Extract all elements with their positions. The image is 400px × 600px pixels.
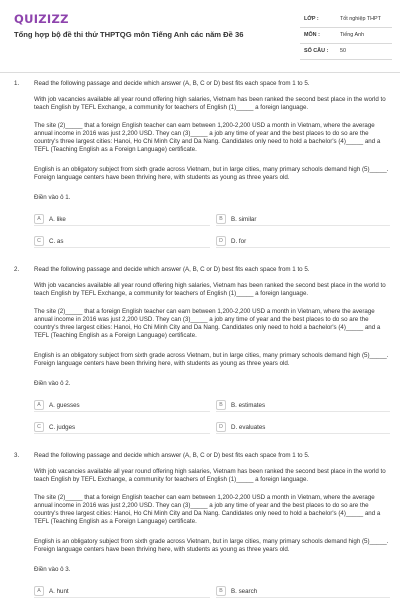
option-text: C. judges [49,423,76,431]
meta-row-class [300,12,392,28]
option-letter: D [216,236,226,246]
page-header [0,0,400,66]
meta-row-count [300,44,392,60]
option-b[interactable] [216,400,390,412]
quizizz-logo: QUIZIZZ [14,12,69,26]
meta-value: 50 [340,48,346,54]
passage-paragraph: With job vacancies available all year round offering high salaries, Vietnam has been ranked the second best place in the world to teach English by TEFL Exchange, a community for teachers of English (1)_____ a foreign language. [34,96,386,111]
meta-label: MÔN : [304,32,320,38]
meta-label: SỐ CÂU : [304,48,329,54]
option-text: B. estimates [231,401,266,409]
passage-paragraph: The site (2)_____ that a foreign English teacher can earn between 1,200-2,200 USD a month in Vietnam, where the average annual income in 2016 was just 2,200 USD. They can (3)_____ a job any time of year and the best places to do so are the country's three largest cities: Hanoi, Ho Chi Minh City and Da Nang. Candidates only need to hold a bachelor's (4)_____ and a TEFL (Teaching English as a Foreign Language) certificate. [34,122,381,153]
question-instruction: Read the following passage and decide which answer (A, B, C or D) best fits each space from 1 to 5. [34,266,310,273]
option-letter: B [216,214,226,224]
option-text: D. evaluates [231,423,266,431]
passage-paragraph: The site (2)_____ that a foreign English teacher can earn between 1,200-2,200 USD a month in Vietnam, where the average annual income in 2016 was just 2,200 USD. They can (3)_____ a job any time of year and the best places to do so are the country's three largest cities: Hanoi, Ho Chi Minh City and Da Nang. Candidates only need to hold a bachelor's (4)_____ and a TEFL (Teaching English as a Foreign Language) certificate. [34,494,381,525]
option-letter: C [34,422,44,432]
option-text: A. hunt [49,587,69,595]
meta-value: Tốt nghiệp THPT [340,16,381,22]
question-number: 3. [14,452,20,459]
option-c[interactable] [34,236,210,248]
meta-label: LỚP : [304,16,319,22]
option-letter: A [34,214,44,224]
option-b[interactable] [216,586,390,598]
option-a[interactable] [34,400,210,412]
option-text: B. search [231,587,258,595]
page-title: Tổng hợp bộ đề thi thử THPTQG môn Tiếng Anh các năm Đề 36 [14,30,244,39]
header-divider [0,72,400,73]
option-text: C. as [49,237,64,245]
passage-paragraph: With job vacancies available all year round offering high salaries, Vietnam has been ranked the second best place in the world to teach English by TEFL Exchange, a community for teachers of English (1)_____ a foreign language. [34,282,386,297]
meta-value: Tiếng Anh [340,32,365,38]
passage-paragraph: With job vacancies available all year round offering high salaries, Vietnam has been ranked the second best place in the world to teach English by TEFL Exchange, a community for teachers of English (1)_____ a foreign language. [34,468,386,483]
option-text: B. similar [231,215,257,223]
option-d[interactable] [216,236,390,248]
passage-paragraph: English is an obligatory subject from sixth grade across Vietnam, but in large cities, many primary schools demand high (5)_____. Foreign language centers have been thriving here, with students as young as three years old. [34,352,389,367]
question-prompt: Điền vào ô 3. [34,566,71,573]
meta-row-subject [300,28,392,44]
option-letter: B [216,586,226,596]
question-instruction: Read the following passage and decide which answer (A, B, C or D) best fits each space from 1 to 5. [34,452,310,459]
question-instruction: Read the following passage and decide which answer (A, B, C or D) best fits each space from 1 to 5. [34,80,310,87]
question-prompt: Điền vào ô 2. [34,380,71,387]
option-text: A. like [49,215,66,223]
question-prompt: Điền vào ô 1. [34,194,71,201]
passage-paragraph: English is an obligatory subject from sixth grade across Vietnam, but in large cities, many primary schools demand high (5)_____. Foreign language centers have been thriving here, with students as young as three years old. [34,538,389,553]
question-number: 2. [14,266,20,273]
option-a[interactable] [34,214,210,226]
question-number: 1. [14,80,20,87]
option-d[interactable] [216,422,390,434]
option-letter: C [34,236,44,246]
passage-paragraph: The site (2)_____ that a foreign English teacher can earn between 1,200-2,200 USD a month in Vietnam, where the average annual income in 2016 was just 2,200 USD. They can (3)_____ a job any time of year and the best places to do so are the country's three largest cities: Hanoi, Ho Chi Minh City and Da Nang. Candidates only need to hold a bachelor's (4)_____ and a TEFL (Teaching English as a Foreign Language) certificate. [34,308,381,339]
option-text: A. guesses [49,401,80,409]
option-letter: A [34,400,44,410]
meta-table [300,12,392,60]
option-text: D. for [231,237,247,245]
option-a[interactable] [34,586,210,598]
option-letter: D [216,422,226,432]
passage-paragraph: English is an obligatory subject from sixth grade across Vietnam, but in large cities, many primary schools demand high (5)_____. Foreign language centers have been thriving here, with students as young as three years old. [34,166,389,181]
option-letter: B [216,400,226,410]
option-b[interactable] [216,214,390,226]
option-letter: A [34,586,44,596]
option-c[interactable] [34,422,210,434]
